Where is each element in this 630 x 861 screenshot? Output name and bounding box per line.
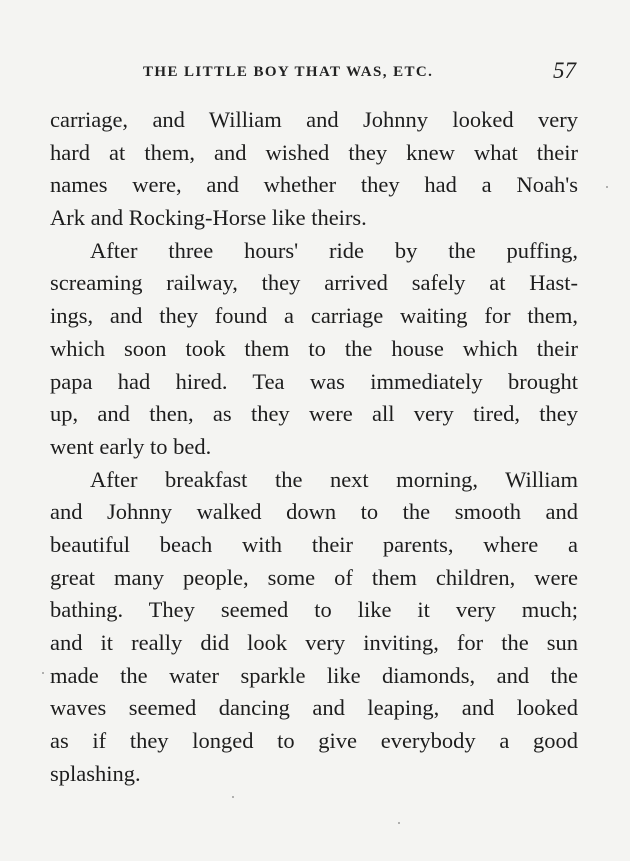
text-line: up, and then, as they were all very tired, they <box>50 401 578 427</box>
text-line: After three hours' ride by the puffing, <box>90 237 578 263</box>
text-line: which soon took them to the house which their <box>50 335 578 361</box>
text-line: great many people, some of them children, were <box>50 564 578 590</box>
text-line: carriage, and William and Johnny looked very <box>50 107 578 132</box>
running-head <box>50 60 578 90</box>
paragraph <box>50 464 578 791</box>
text-line: and it really did look very inviting, for the sun <box>50 630 578 655</box>
text-line: ings, and they found a carriage waiting for them, <box>50 303 578 329</box>
text-line: bathing. They seemed to like it very much; <box>50 597 578 623</box>
text-line: After breakfast the next morning, William <box>90 466 578 492</box>
text-line: and Johnny walked down to the smooth and <box>50 499 578 525</box>
text-line: names were, and whether they had a Noah's <box>50 172 578 198</box>
text-line: screaming railway, they arrived safely at Hast- <box>50 270 578 296</box>
text-line: beautiful beach with their parents, where a <box>50 531 578 557</box>
text-line: waves seemed dancing and leaping, and looked <box>50 695 578 721</box>
paper-speck <box>398 822 400 824</box>
text-line: papa had hired. Tea was immediately brought <box>50 368 578 394</box>
paragraph <box>50 235 578 464</box>
text-line: as if they longed to give everybody a good <box>50 728 578 754</box>
paper-speck <box>606 186 608 188</box>
paper-speck <box>42 672 44 674</box>
paragraph <box>50 104 578 235</box>
text-line: hard at them, and wished they knew what their <box>50 139 578 165</box>
text-line: made the water sparkle like diamonds, and the <box>50 662 578 688</box>
text-body <box>50 104 578 790</box>
running-title: THE LITTLE BOY THAT WAS, ETC. <box>143 64 434 80</box>
text-line: went early to bed. <box>50 433 212 459</box>
page-number: 57 <box>553 58 576 83</box>
text-line: Ark and Rocking-Horse like theirs. <box>50 205 367 231</box>
text-line: splashing. <box>50 760 141 786</box>
paper-speck <box>232 796 234 798</box>
